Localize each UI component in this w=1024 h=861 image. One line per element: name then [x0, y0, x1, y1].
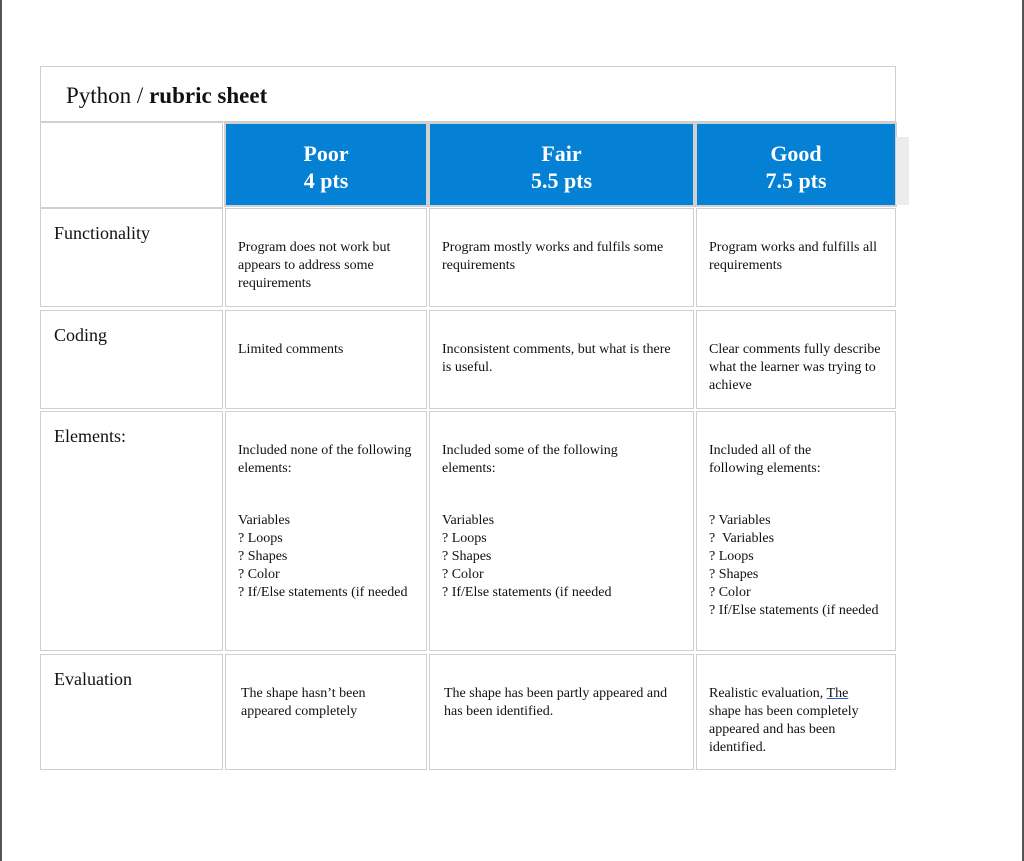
cell-coding-fair: Inconsistent comments, but what is there is useful. [429, 310, 694, 409]
elements-list [238, 512, 414, 602]
cell-evaluation-good [696, 654, 896, 770]
list-item: ? Variables [709, 513, 771, 528]
list-item: ? Loops [238, 531, 283, 546]
cell-functionality-poor: Program does not work but appears to address some requirements [225, 208, 427, 307]
page-title [40, 66, 896, 122]
list-item: ? Color [442, 567, 484, 582]
list-item: ? If/Else statements (if needed [442, 585, 612, 600]
cell-coding-poor: Limited comments [225, 310, 427, 409]
list-item: Variables [442, 513, 495, 528]
elements-list [709, 512, 883, 620]
header-poor [224, 122, 428, 207]
list-item: ? If/Else statements (if needed [709, 603, 879, 618]
underlined-word: The [826, 686, 849, 701]
list-item: ? Loops [442, 531, 487, 546]
row-label-coding: Coding [40, 310, 223, 409]
header-level: Poor [303, 141, 349, 166]
header-level: Fair [541, 141, 582, 166]
table-shade [896, 137, 909, 205]
text: Realistic evaluation, [709, 686, 827, 701]
cell-intro: Included some of the following elements: [442, 443, 618, 476]
list-item: Variables [238, 513, 291, 528]
header-empty-cell [40, 122, 223, 208]
header-pts: 5.5 pts [530, 168, 593, 193]
text: shape has been completely appeared and has been identified. [709, 704, 859, 755]
cell-elements-poor [225, 411, 427, 651]
list-item: ? Loops [709, 549, 754, 564]
cell-elements-good [696, 411, 896, 651]
cell-intro: Included all of the following elements: [709, 443, 821, 476]
list-item: ? Shapes [709, 567, 759, 582]
title-bold: rubric sheet [149, 83, 268, 108]
row-label-evaluation: Evaluation [40, 654, 223, 770]
list-item: ? Shapes [442, 549, 492, 564]
list-item: ? Shapes [238, 549, 288, 564]
cell-coding-good: Clear comments fully describe what the learner was trying to achieve [696, 310, 896, 409]
list-item: ? Color [238, 567, 280, 582]
title-plain: Python / [66, 83, 150, 108]
header-level: Good [770, 141, 822, 166]
cell-elements-fair [429, 411, 694, 651]
header-fair [428, 122, 695, 207]
cell-intro: Included none of the following elements: [238, 443, 412, 476]
list-item: ? Variables [709, 531, 775, 546]
elements-list [442, 512, 681, 602]
page-edge-left [0, 0, 2, 861]
cell-functionality-fair: Program mostly works and fulfils some requirements [429, 208, 694, 307]
header-good [695, 122, 897, 207]
cell-evaluation-poor: The shape hasn’t been appeared completely [225, 654, 427, 770]
list-item: ? Color [709, 585, 751, 600]
header-pts: 7.5 pts [765, 168, 827, 193]
row-label-functionality: Functionality [40, 208, 223, 307]
header-pts: 4 pts [303, 168, 349, 193]
list-item: ? If/Else statements (if needed [238, 585, 408, 600]
row-label-elements: Elements: [40, 411, 223, 651]
cell-functionality-good: Program works and fulfills all requirements [696, 208, 896, 307]
cell-evaluation-fair: The shape has been partly appeared and has been identified. [429, 654, 694, 770]
